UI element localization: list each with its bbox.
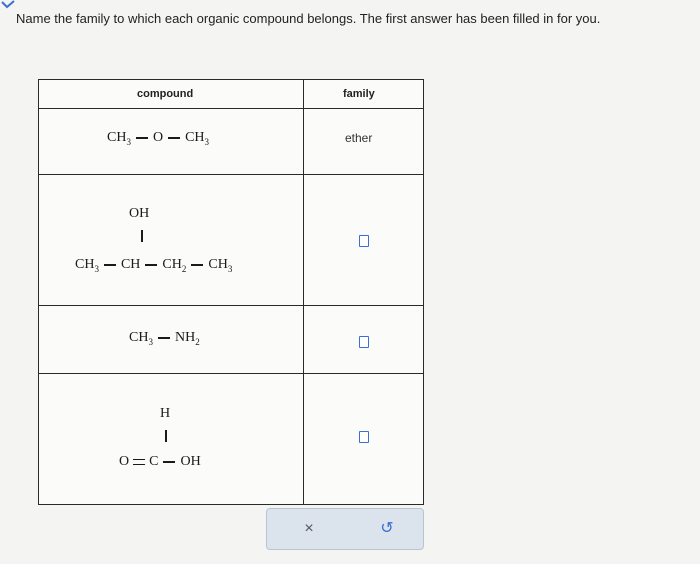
check-corner-icon — [0, 0, 16, 10]
instruction-text: Name the family to which each organic compound belongs. The first answer has been filled in for you. — [16, 11, 601, 26]
undo-icon[interactable]: ↺ — [380, 520, 394, 537]
family-answer-4-input[interactable] — [359, 431, 369, 443]
compound-3-formula: $CH_3$ $NH_2$ — [129, 330, 200, 347]
compound-2-formula: $CH_3$ CH $CH_2$ $CH_3$ — [75, 257, 233, 274]
family-answer-1: ether — [345, 131, 373, 145]
header-divider — [39, 108, 423, 109]
vertical-bond — [165, 430, 167, 442]
compound-4-formula: O C OH — [119, 454, 201, 469]
header-family: family — [343, 88, 375, 100]
header-compound: compound — [137, 88, 194, 100]
row-divider — [39, 305, 423, 306]
compound-family-table — [38, 79, 424, 505]
hydroxyl-label: OH — [129, 206, 150, 221]
compound-1-formula: $CH_3$ O $CH_3$ — [107, 130, 210, 147]
vertical-bond — [141, 230, 143, 242]
answer-toolbar — [266, 508, 424, 550]
row-divider — [39, 174, 423, 175]
column-divider — [303, 80, 304, 504]
hydrogen-label: H — [160, 406, 171, 421]
family-answer-3-input[interactable] — [359, 336, 369, 348]
clear-icon[interactable]: × — [304, 520, 314, 537]
row-divider — [39, 373, 423, 374]
family-answer-2-input[interactable] — [359, 235, 369, 247]
